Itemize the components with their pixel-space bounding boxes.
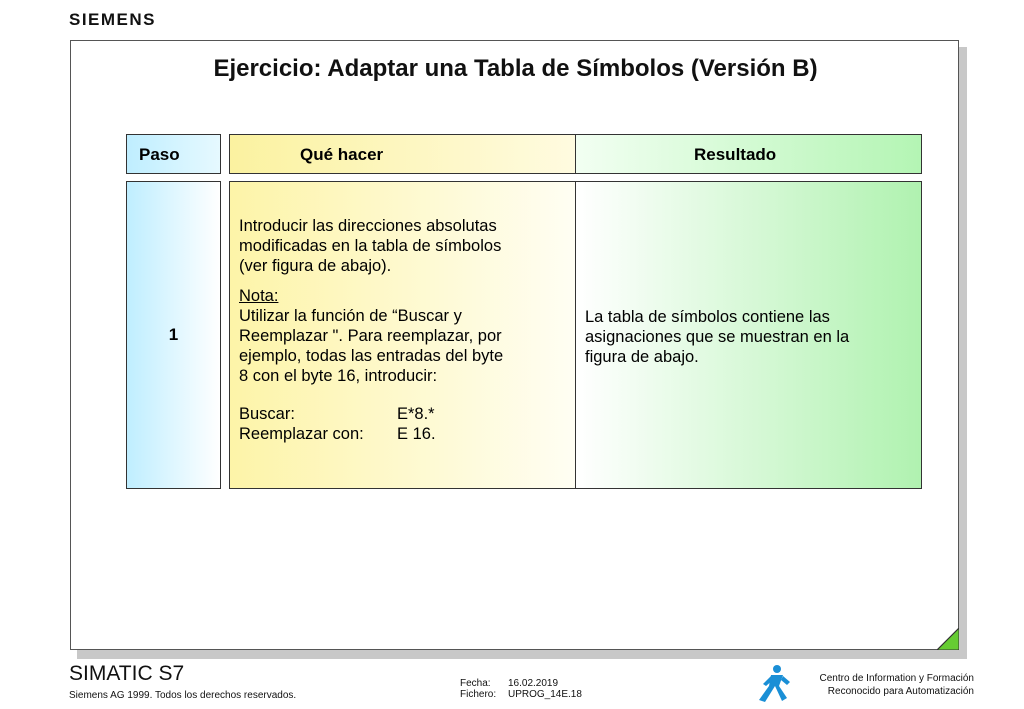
que-hacer-line: (ver figura de abajo). [239, 257, 392, 275]
reemplazar-label: Reemplazar con: [239, 425, 364, 443]
siemens-logo: SIEMENS [69, 10, 157, 29]
slide-title: Ejercicio: Adaptar una Tabla de Símbolos (Versión B) [213, 55, 818, 82]
step-que-hacer-text [239, 216, 569, 444]
slide-frame [70, 40, 959, 650]
resultado-line: figura de abajo. [585, 348, 699, 366]
header-que-hacer [230, 135, 576, 173]
step-paso-cell [126, 181, 221, 489]
fecha-label: Fecha: [460, 678, 491, 689]
footer-meta [460, 678, 582, 700]
header-resultado [576, 135, 921, 173]
header-resultado-label: Resultado [694, 145, 777, 164]
step-que-hacer-cell [230, 182, 576, 488]
header-main [229, 134, 922, 174]
resultado-line: asignaciones que se muestran en la [585, 328, 850, 346]
nota-line: Utilizar la función de “Buscar y [239, 307, 462, 325]
que-hacer-line: Introducir las direcciones absolutas [239, 217, 497, 235]
resultado-line: La tabla de símbolos contiene las [585, 308, 830, 326]
nota-line: 8 con el byte 16, introducir: [239, 367, 438, 385]
step-body [229, 181, 922, 489]
nota-line: ejemplo, todas las entradas del byte [239, 347, 504, 365]
fichero-label: Fichero: [460, 689, 497, 700]
fecha-value: 16.02.2019 [508, 678, 559, 689]
center-line-2: Reconocido para Automatización [827, 686, 974, 697]
page-corner-icon [937, 628, 959, 650]
training-figure-icon [757, 664, 791, 704]
center-line-1: Centro de Information y Formación [819, 673, 974, 684]
step-number: 1 [168, 325, 179, 344]
header-paso-label: Paso [139, 145, 180, 164]
header-paso [126, 134, 221, 174]
step-resultado-text [585, 307, 915, 367]
que-hacer-line: modificadas en la tabla de símbolos [239, 237, 502, 255]
reemplazar-value: E 16. [397, 425, 436, 443]
nota-label: Nota: [239, 287, 279, 305]
reemplazar-row [239, 424, 569, 444]
fichero-value: UPROG_14E.18 [508, 689, 582, 700]
footer-copyright: Siemens AG 1999. Todos los derechos reservados. [69, 690, 297, 701]
step-resultado-cell [576, 182, 921, 488]
nota-line: Reemplazar ". Para reemplazar, por [239, 327, 502, 345]
header-que-hacer-label: Qué hacer [300, 145, 384, 164]
buscar-value: E*8.* [397, 405, 435, 423]
buscar-row [239, 404, 569, 424]
buscar-label: Buscar: [239, 405, 295, 423]
footer-product: SIMATIC S7 [69, 662, 185, 685]
footer-center [819, 672, 974, 698]
